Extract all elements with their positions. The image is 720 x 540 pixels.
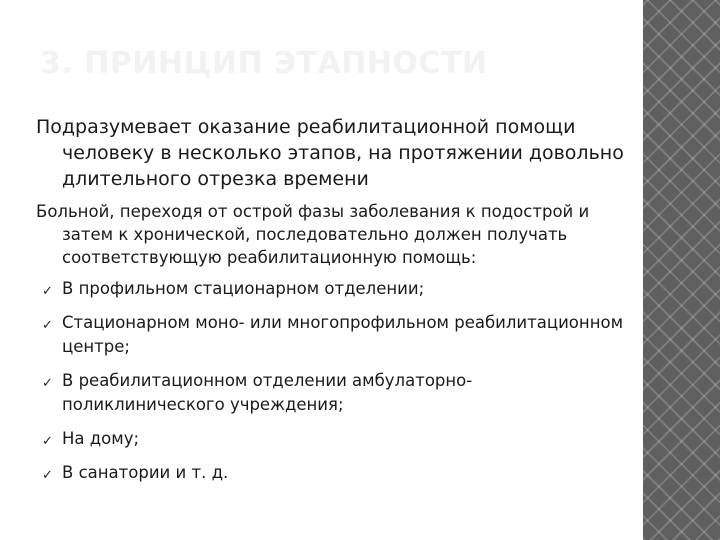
list-item: [36, 427, 632, 451]
list-item-text: На дому;: [62, 429, 140, 448]
list-item: [36, 311, 632, 359]
checkmark-icon: ✓: [42, 376, 53, 391]
list-item-text: В реабилитационном отделении амбулаторно-поликлинического учреждения;: [62, 371, 473, 414]
decorative-pattern-strip: [643, 0, 720, 540]
checkmark-icon: ✓: [42, 284, 53, 299]
list-item: [36, 461, 632, 485]
checkmark-icon: ✓: [42, 468, 53, 483]
detail-paragraph: Больной, переходя от острой фазы заболевания к подострой и затем к хронической, последовательно должен получать соответствующую реабилитационную помощь:: [36, 202, 590, 267]
slide-content: [36, 114, 632, 495]
list-item-text: В санатории и т. д.: [62, 463, 229, 482]
slide-title: 3. ПРИНЦИП ЭТАПНОСТИ: [40, 46, 488, 81]
list-item-text: В профильном стационарном отделении;: [62, 279, 425, 298]
list-item-text: Стационарном моно- или многопрофильном реабилитационном центре;: [62, 313, 624, 356]
list-item: [36, 369, 632, 417]
checkmark-icon: ✓: [42, 318, 53, 333]
intro-paragraph: Подразумевает оказание реабилитационной помощи человеку в несколько этапов, на протяжении довольно длительного отрезка времени: [36, 116, 624, 190]
checkmark-icon: ✓: [42, 434, 53, 449]
list-item: [36, 277, 632, 301]
